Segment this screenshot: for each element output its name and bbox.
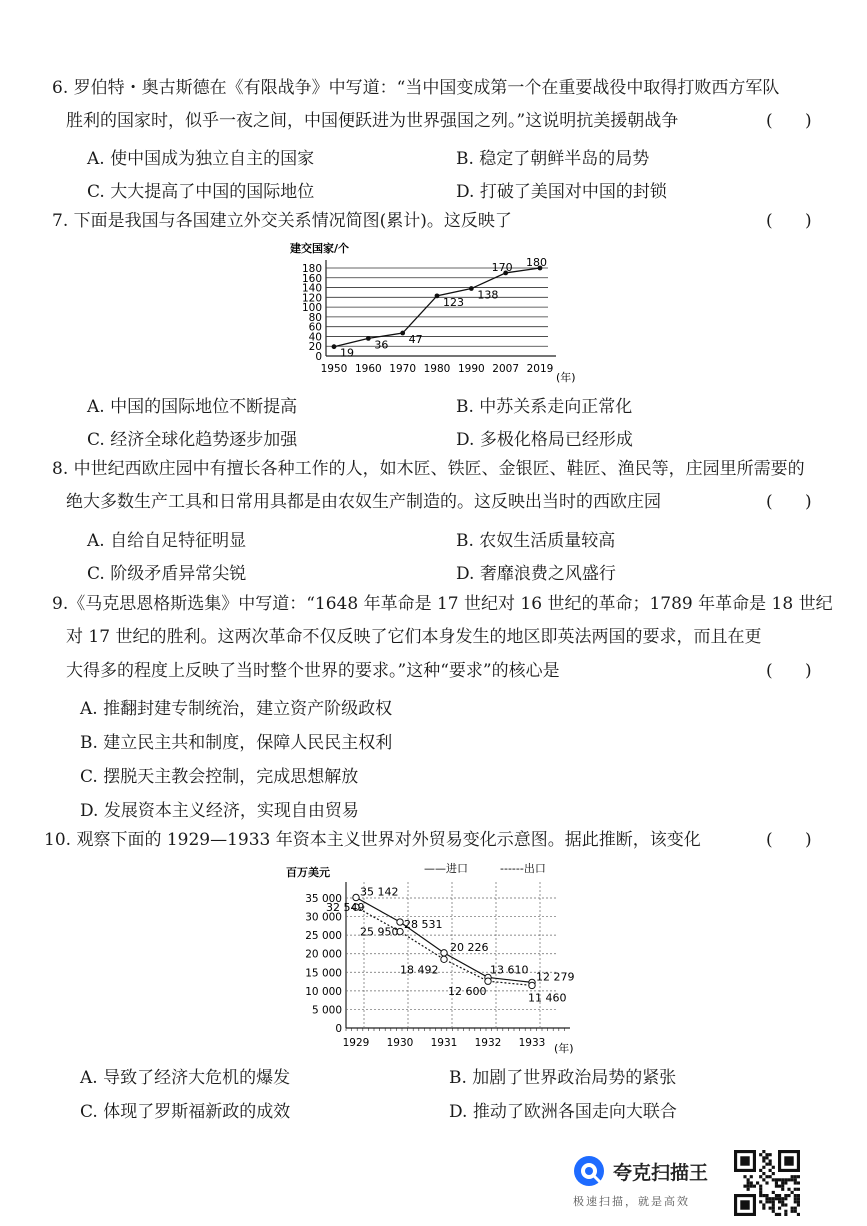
chart1-data-label: 47 — [408, 333, 423, 347]
chart2-data-label: 28 531 — [404, 918, 443, 932]
chart1-data-point — [469, 286, 474, 291]
chart2-data-label: 18 492 — [400, 963, 439, 977]
chart1-y-tick-label: 140 — [301, 282, 322, 295]
chart1-y-tick-label: 120 — [301, 292, 322, 305]
question-9-line-3: 大得多的程度上反映了当时整个世界的要求。”这种“要求”的核心是 — [66, 661, 560, 681]
chart2-y-tick-label: 20 000 — [305, 948, 342, 961]
chart1-y-tick-label: 160 — [301, 272, 322, 285]
footer-slogan: 极速扫描，就是高效 — [573, 1195, 690, 1208]
chart2-data-point — [441, 956, 447, 962]
chart2-x-tick-label: 1930 — [386, 1037, 414, 1049]
chart1-y-tick-label: 180 — [301, 263, 322, 275]
chart2-x-tick-label: 1931 — [430, 1037, 458, 1049]
chart1-data-point — [400, 331, 405, 336]
chart2-data-point — [441, 950, 447, 956]
option-9a[interactable]: A. 推翻封建专制统治，建立资产阶级政权 — [80, 699, 393, 719]
chart2-data-label: 25 950 — [360, 925, 399, 939]
option-7c[interactable]: C. 经济全球化趋势逐步加强 — [87, 430, 298, 450]
chart2-y-tick-label: 5 000 — [311, 1004, 342, 1017]
chart1-x-tick-label: 1950 — [320, 363, 348, 375]
chart1-x-tick-label: 1970 — [389, 363, 417, 375]
option-7b[interactable]: B. 中苏关系走向正常化 — [456, 397, 633, 417]
chart1-data-point — [366, 336, 371, 341]
chart1-y-tick-label: 0 — [315, 351, 322, 363]
option-9c[interactable]: C. 摆脱天主教会控制，完成思想解放 — [80, 767, 359, 787]
option-8d[interactable]: D. 奢靡浪费之风盛行 — [456, 564, 616, 584]
option-9d[interactable]: D. 发展资本主义经济，实现自由贸易 — [80, 801, 359, 821]
option-6a[interactable]: A. 使中国成为独立自主的国家 — [87, 149, 315, 169]
question-9-line-2: 对 17 世纪的胜利。这两次革命不仅反映了它们本身发生的地区即英法两国的要求，而且在更 — [66, 627, 762, 647]
chart1-x-tick-label: 1980 — [423, 363, 451, 375]
chart2-xlabel: (年) — [554, 1042, 574, 1055]
chart1-x-tick-label: 2019 — [526, 363, 554, 375]
answer-paren-9[interactable]: ( ) — [766, 661, 812, 681]
chart2-x-tick-label: 1933 — [518, 1037, 546, 1049]
chart1-x-tick-label: 1990 — [457, 363, 485, 375]
question-7-line-1: 7. 下面是我国与各国建立外交关系情况简图(累计)。这反映了 — [52, 211, 512, 231]
question-6-line-2: 胜利的国家时，似乎一夜之间，中国便跃进为世界强国之列。”这说明抗美援朝战争 — [66, 111, 679, 131]
chart1-data-point — [332, 344, 337, 349]
chart2-data-label: 20 226 — [450, 940, 489, 954]
chart2-legend-export: ------出口 — [500, 862, 546, 875]
chart2-x-tick-label: 1929 — [342, 1037, 370, 1049]
diplomatic-relations-chart — [280, 238, 600, 388]
chart2-y-tick-label: 30 000 — [305, 911, 342, 924]
chart2-y-tick-label: 10 000 — [305, 985, 342, 998]
chart2-ylabel: 百万美元 — [286, 866, 330, 879]
option-8a[interactable]: A. 自给自足特征明显 — [87, 531, 247, 551]
option-8b[interactable]: B. 农奴生活质量较高 — [456, 531, 616, 551]
option-8c[interactable]: C. 阶级矛盾异常尖锐 — [87, 564, 247, 584]
chart1-data-point — [435, 293, 440, 298]
chart1-x-tick-label: 1960 — [354, 363, 382, 375]
qr-code-icon[interactable] — [734, 1150, 800, 1216]
chart2-data-label: 35 142 — [360, 885, 399, 899]
answer-paren-10[interactable]: ( ) — [766, 830, 812, 850]
option-6c[interactable]: C. 大大提高了中国的国际地位 — [87, 182, 315, 202]
option-10b[interactable]: B. 加剧了世界政治局势的紧张 — [449, 1068, 677, 1088]
chart2-y-tick-label: 35 000 — [305, 893, 342, 905]
chart2-x-tick-label: 1932 — [474, 1037, 502, 1049]
trade-change-chart — [280, 856, 600, 1060]
option-9b[interactable]: B. 建立民主共和制度，保障人民民主权利 — [80, 733, 393, 753]
chart2-data-point — [353, 894, 359, 900]
question-8-line-2: 绝大多数生产工具和日常用具都是由农奴生产制造的。这反映出当时的西欧庄园 — [66, 492, 661, 512]
chart1-y-tick-label: 60 — [308, 321, 322, 334]
answer-paren-6[interactable]: ( ) — [766, 111, 812, 131]
chart2-data-label: 12 279 — [536, 970, 575, 984]
chart1-y-tick-label: 40 — [308, 331, 322, 344]
chart2-data-label: 11 460 — [528, 991, 567, 1005]
question-10-line-1: 10. 观察下面的 1929—1933 年资本主义世界对外贸易变化示意图。据此推断，该变化 — [44, 830, 701, 850]
chart1-x-tick-label: 2007 — [492, 363, 520, 375]
option-10c[interactable]: C. 体现了罗斯福新政的成效 — [80, 1102, 291, 1122]
chart2-legend-import: ——进口 — [424, 862, 468, 875]
option-7a[interactable]: A. 中国的国际地位不断提高 — [87, 397, 298, 417]
chart2-data-label: 32 549 — [326, 901, 365, 915]
question-9-line-1: 9.《马克思恩格斯选集》中写道：“1648 年革命是 17 世纪对 16 世纪的革命；1789 年革命是 18 世纪 — [52, 594, 833, 614]
chart2-y-tick-label: 15 000 — [305, 967, 342, 980]
chart1-ylabel: 建交国家/个 — [290, 242, 350, 255]
option-7d[interactable]: D. 多极化格局已经形成 — [456, 430, 633, 450]
chart1-data-label: 123 — [443, 295, 464, 309]
chart1-y-tick-label: 100 — [301, 302, 322, 315]
chart1-data-label: 19 — [340, 346, 354, 360]
chart2-data-point — [529, 982, 535, 988]
chart1-y-tick-label: 20 — [308, 341, 322, 354]
chart1-data-label: 170 — [491, 260, 513, 274]
chart2-y-tick-label: 0 — [335, 1023, 342, 1035]
option-10a[interactable]: A. 导致了经济大危机的爆发 — [80, 1068, 291, 1088]
chart1-data-label: 180 — [526, 256, 547, 269]
chart1-data-label: 138 — [477, 288, 499, 302]
option-6b[interactable]: B. 稳定了朝鲜半岛的局势 — [456, 149, 650, 169]
option-6d[interactable]: D. 打破了美国对中国的封锁 — [456, 182, 667, 202]
chart2-data-point — [485, 978, 491, 984]
option-10d[interactable]: D. 推动了欧洲各国走向大联合 — [449, 1102, 677, 1122]
chart2-data-label: 12 600 — [448, 985, 487, 999]
chart1-xlabel: (年) — [556, 371, 576, 384]
answer-paren-7[interactable]: ( ) — [766, 211, 812, 231]
question-6-line-1: 6. 罗伯特・奥古斯德在《有限战争》中写道：“当中国变成第一个在重要战役中取得打败西方军队 — [52, 78, 780, 98]
chart1-data-label: 36 — [374, 338, 389, 352]
answer-paren-8[interactable]: ( ) — [766, 492, 812, 512]
chart2-y-tick-label: 25 000 — [305, 930, 342, 943]
chart1-y-tick-label: 80 — [308, 311, 322, 324]
footer-brand: 夸克扫描王 — [613, 1162, 709, 1184]
question-8-line-1: 8. 中世纪西欧庄园中有擅长各种工作的人，如木匠、铁匠、金银匠、鞋匠、渔民等，庄园里所需要的 — [52, 459, 805, 479]
chart2-data-label: 13 610 — [490, 963, 529, 977]
chart2-data-point — [397, 919, 403, 925]
scanner-logo-icon — [572, 1154, 606, 1188]
